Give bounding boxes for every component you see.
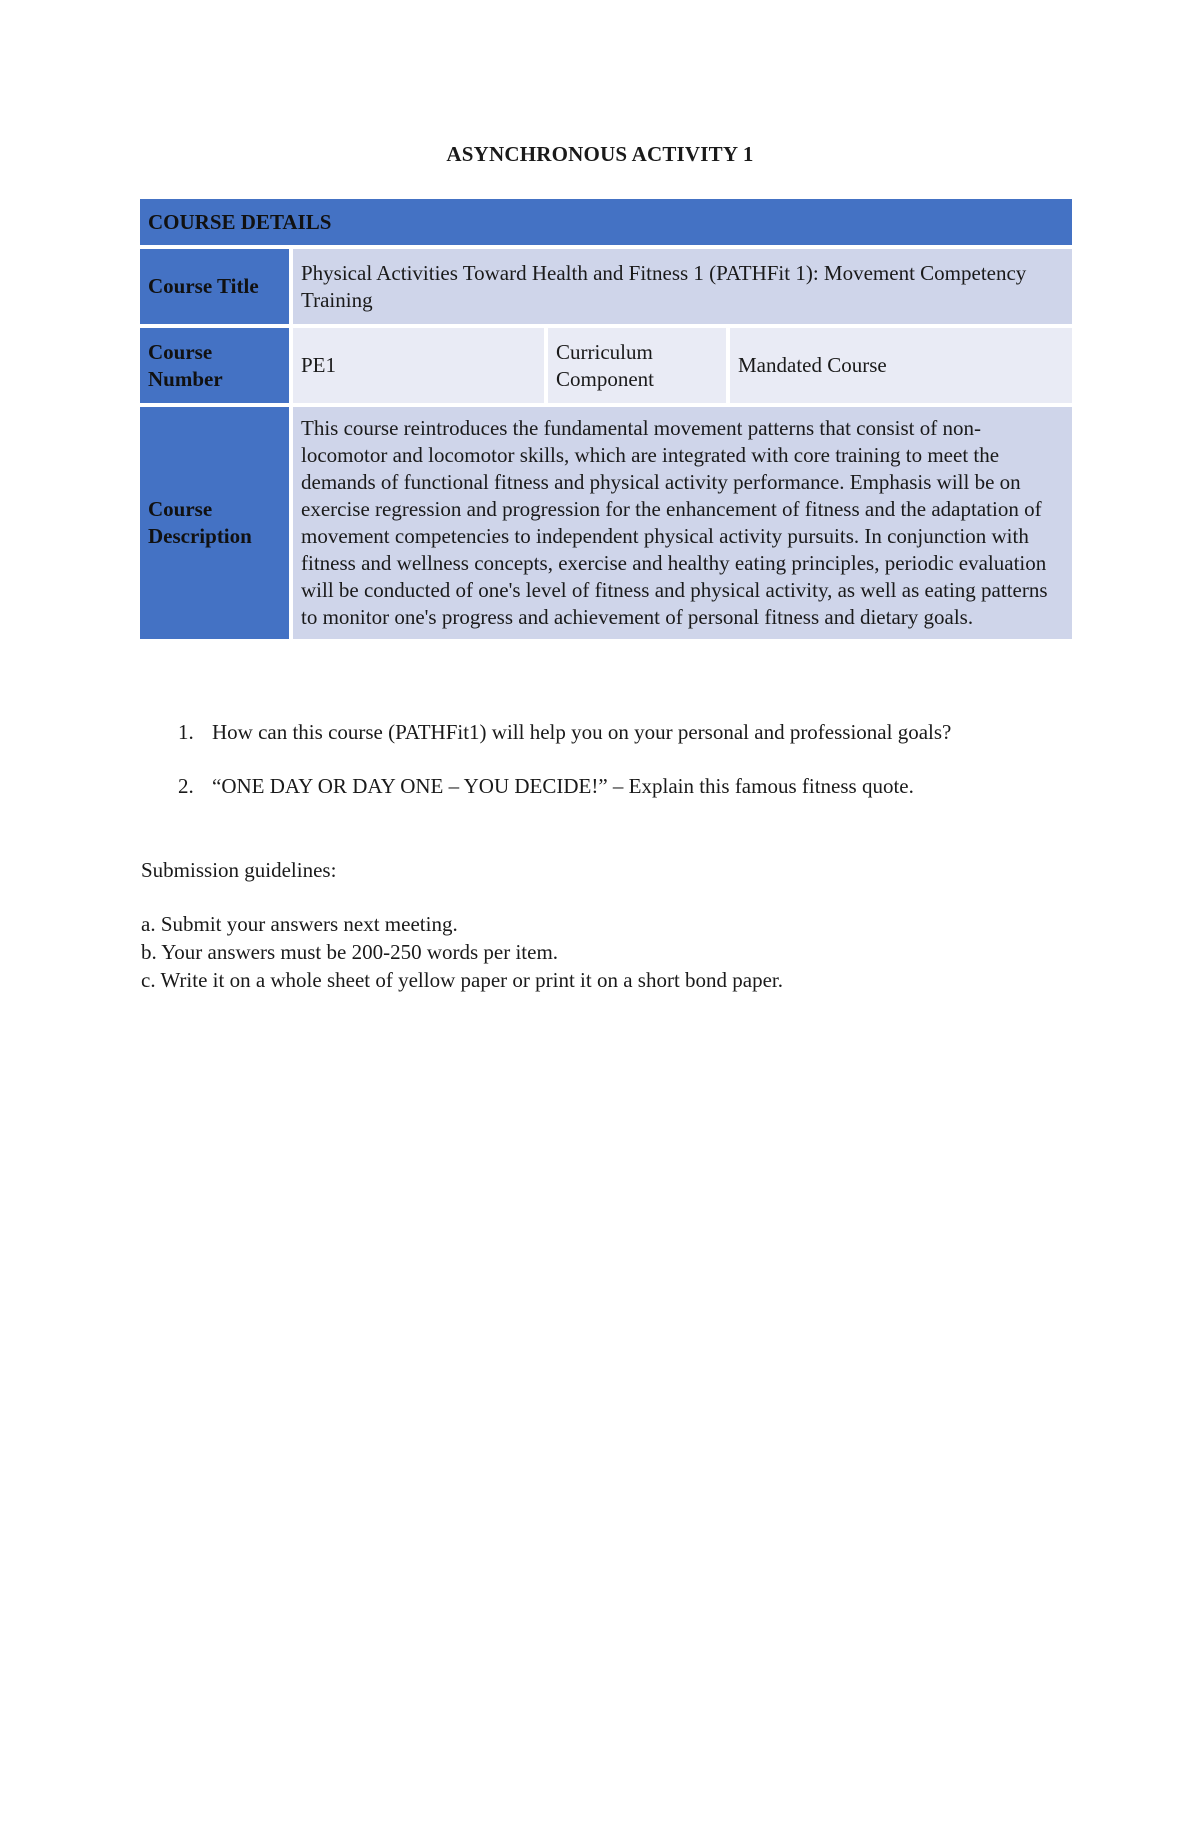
guidelines-list xyxy=(141,910,783,994)
question-text: “ONE DAY OR DAY ONE – YOU DECIDE!” – Explain this famous fitness quote. xyxy=(212,774,914,798)
question-list xyxy=(178,718,951,826)
curriculum-component-value: Mandated Course xyxy=(730,328,1072,403)
course-number-value: PE1 xyxy=(293,328,544,403)
guideline-item: a. Submit your answers next meeting. xyxy=(141,912,458,936)
course-number-label: Course Number xyxy=(140,328,289,403)
course-description-label: Course Description xyxy=(140,407,289,639)
guideline-item: c. Write it on a whole sheet of yellow paper or print it on a short bond paper. xyxy=(141,968,784,992)
question-number: 1. xyxy=(178,720,194,744)
question-number: 2. xyxy=(178,774,194,798)
table-header: COURSE DETAILS xyxy=(140,199,1072,245)
document-title: ASYNCHRONOUS ACTIVITY 1 xyxy=(446,142,754,166)
curriculum-component-label: Curriculum Component xyxy=(548,328,726,403)
question-item xyxy=(178,718,951,746)
guideline-item: b. Your answers must be 200-250 words per item. xyxy=(141,940,559,964)
course-title-label: Course Title xyxy=(140,249,289,324)
course-title-value: Physical Activities Toward Health and Fitness 1 (PATHFit 1): Movement Competency Training xyxy=(293,249,1072,324)
course-details-table xyxy=(136,195,1076,643)
course-description-value: This course reintroduces the fundamental movement patterns that consist of non-locomotor and locomotor skills, which are integrated with core training to meet the demands of functional fitness and physical activity performance. Emphasis will be on exercise regression and progression for the enhancement of fitness and the adaptation of movement competencies to independent physical activity pursuits. In conjunction with fitness and wellness concepts, exercise and healthy eating principles, periodic evaluation will be conducted of one's level of fitness and physical activity, as well as eating patterns to monitor one's progress and achievement of personal fitness and dietary goals. xyxy=(293,407,1072,639)
guidelines-heading: Submission guidelines: xyxy=(141,858,337,882)
question-item xyxy=(178,772,951,800)
question-text: How can this course (PATHFit1) will help you on your personal and professional goals? xyxy=(212,720,952,744)
